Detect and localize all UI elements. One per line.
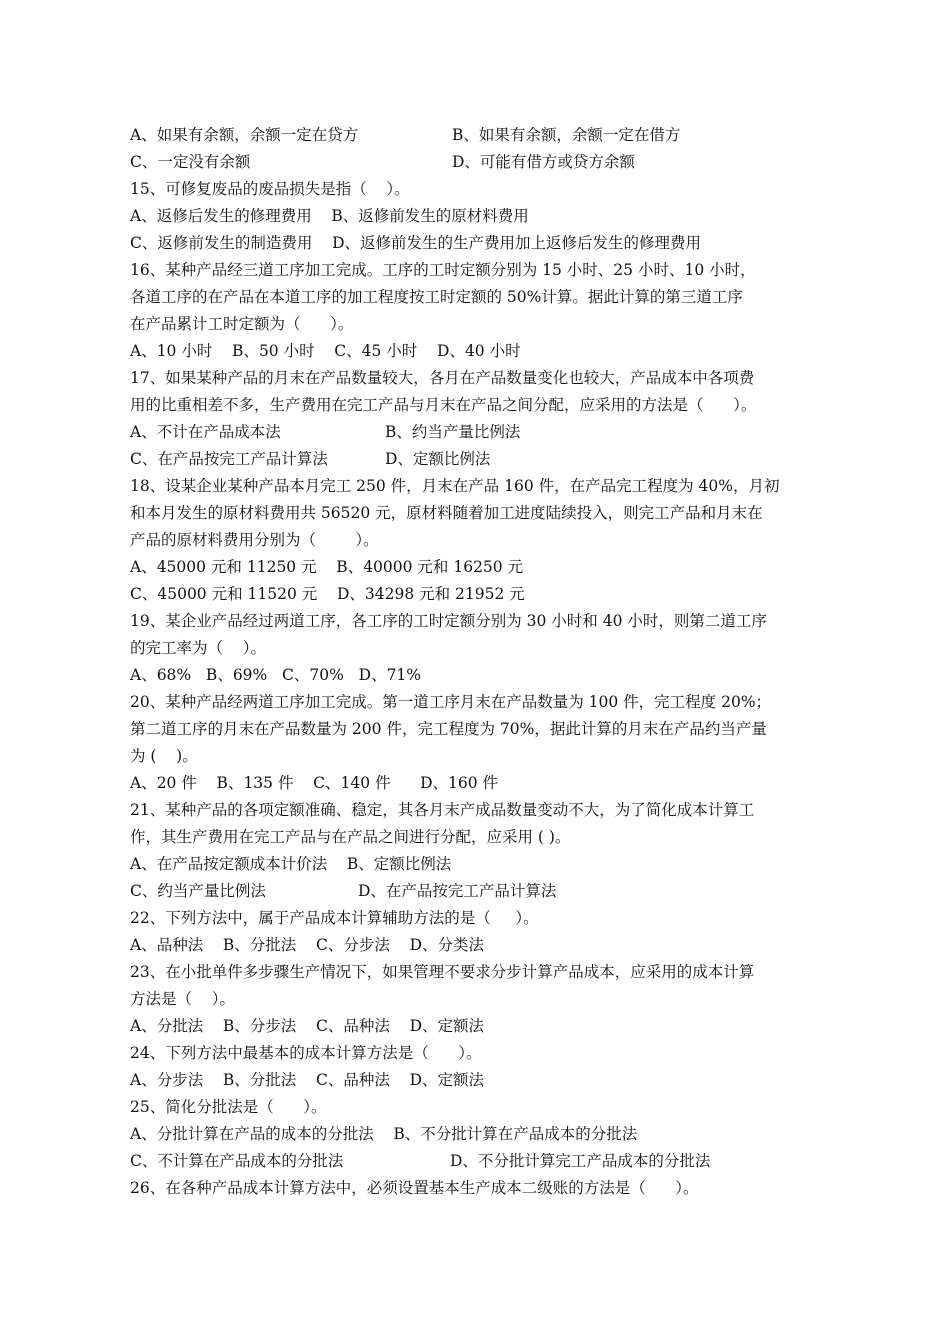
text-line: [130, 284, 810, 311]
line-text: A、分步法 B、分批法 C、品种法 D、定额法: [130, 1071, 484, 1089]
line-text: A、如果有余额，余额一定在贷方: [130, 126, 359, 144]
text-line: [130, 338, 810, 365]
text-line: [130, 797, 810, 824]
line-text: 16、某种产品经三道工序加工完成。工序的工时定额分别为 15 小时、25 小时、10 小时，: [130, 261, 756, 279]
line-text: C、返修前发生的制造费用 D、返修前发生的生产费用加上返修后发生的修理费用: [130, 234, 701, 252]
line-text: C、不计算在产品成本的分批法: [130, 1152, 344, 1170]
line-text: C、45000 元和 11520 元 D、34298 元和 21952 元: [130, 585, 525, 603]
text-line: [130, 365, 810, 392]
text-line: [130, 1094, 810, 1121]
line-text: 18、设某企业某种产品本月完工 250 件，月末在产品 160 件，在产品完工程度为 40%，月初: [130, 477, 780, 495]
line-text: 21、某种产品的各项定额准确、稳定，其各月末产成品数量变动不大，为了简化成本计算工: [130, 801, 755, 819]
line-text: 20、某种产品经两道工序加工完成。第一道工序月末在产品数量为 100 件，完工程度 20%；: [130, 693, 772, 711]
text-line: [130, 419, 810, 446]
line-text: 在产品累计工时定额为（ ）。: [130, 315, 354, 333]
text-line: [130, 662, 810, 689]
text-line: [130, 230, 810, 257]
text-line: [130, 527, 810, 554]
line-option-right: D、定额比例法: [385, 450, 491, 468]
text-line: [130, 851, 810, 878]
line-text: 用的比重相差不多，生产费用在完工产品与月末在产品之间分配，应采用的方法是（ ）。: [130, 396, 757, 414]
text-line: [130, 824, 810, 851]
text-line: [130, 581, 810, 608]
text-line: [130, 932, 810, 959]
line-text: A、不计在产品成本法: [130, 423, 281, 441]
line-text: 第二道工序的月末在产品数量为 200 件，完工程度为 70%，据此计算的月末在产品约当产量: [130, 720, 767, 738]
line-text: 为 ( )。: [130, 747, 198, 765]
line-text: C、在产品按完工产品计算法: [130, 450, 328, 468]
text-line: [130, 1148, 810, 1175]
line-text: 19、某企业产品经过两道工序，各工序的工时定额分别为 30 小时和 40 小时，则第二道工序: [130, 612, 767, 630]
line-text: 产品的原材料费用分别为（ ）。: [130, 531, 379, 549]
line-text: 26、在各种产品成本计算方法中，必须设置基本生产成本二级账的方法是（ ）。: [130, 1179, 699, 1197]
line-text: 的完工率为（ ）。: [130, 639, 266, 657]
text-line: [130, 770, 810, 797]
text-line: [130, 392, 810, 419]
text-line: [130, 500, 810, 527]
text-line: [130, 1067, 810, 1094]
document-body: [130, 122, 810, 1202]
line-text: C、一定没有余额: [130, 153, 251, 171]
text-line: [130, 122, 810, 149]
line-text: 15、可修复废品的废品损失是指（ ）。: [130, 180, 410, 198]
text-line: [130, 716, 810, 743]
text-line: [130, 689, 810, 716]
line-text: 25、简化分批法是（ ）。: [130, 1098, 327, 1116]
text-line: [130, 1040, 810, 1067]
text-line: [130, 1013, 810, 1040]
line-text: A、20 件 B、135 件 C、140 件 D、160 件: [130, 774, 499, 792]
text-line: [130, 554, 810, 581]
line-text: 17、如果某种产品的月末在产品数量较大，各月在产品数量变化也较大，产品成本中各项费: [130, 369, 755, 387]
text-line: [130, 176, 810, 203]
text-line: [130, 446, 810, 473]
text-line: [130, 743, 810, 770]
line-text: C、约当产量比例法: [130, 882, 266, 900]
text-lines: [130, 122, 810, 1202]
text-line: [130, 257, 810, 284]
line-option-right: D、不分批计算完工产品成本的分批法: [450, 1152, 711, 1170]
line-text: A、在产品按定额成本计价法 B、定额比例法: [130, 855, 452, 873]
text-line: [130, 905, 810, 932]
line-text: A、分批法 B、分步法 C、品种法 D、定额法: [130, 1017, 484, 1035]
line-text: 24、下列方法中最基本的成本计算方法是（ ）。: [130, 1044, 482, 1062]
line-text: 23、在小批单件多步骤生产情况下，如果管理不要求分步计算产品成本，应采用的成本计算: [130, 963, 755, 981]
line-option-right: D、在产品按完工产品计算法: [358, 882, 557, 900]
text-line: [130, 311, 810, 338]
text-line: [130, 473, 810, 500]
line-text: A、68% B、69% C、70% D、71%: [130, 666, 422, 684]
line-text: A、返修后发生的修理费用 B、返修前发生的原材料费用: [130, 207, 529, 225]
text-line: [130, 878, 810, 905]
line-text: A、分批计算在产品的成本的分批法 B、不分批计算在产品成本的分批法: [130, 1125, 638, 1143]
text-line: [130, 149, 810, 176]
line-option-right: D、可能有借方或贷方余额: [452, 153, 635, 171]
line-text: A、品种法 B、分批法 C、分步法 D、分类法: [130, 936, 484, 954]
line-text: A、45000 元和 11250 元 B、40000 元和 16250 元: [130, 558, 524, 576]
text-line: [130, 1175, 810, 1202]
line-text: 和本月发生的原材料费用共 56520 元，原材料随着加工进度陆续投入，则完工产品和月末在: [130, 504, 763, 522]
line-text: 作，其生产费用在完工产品与在产品之间进行分配，应采用 ( )。: [130, 828, 571, 846]
text-line: [130, 635, 810, 662]
line-text: 22、下列方法中，属于产品成本计算辅助方法的是（ ）。: [130, 909, 539, 927]
text-line: [130, 959, 810, 986]
line-option-right: B、约当产量比例法: [385, 423, 521, 441]
text-line: [130, 608, 810, 635]
line-option-right: B、如果有余额，余额一定在借方: [452, 126, 681, 144]
text-line: [130, 203, 810, 230]
text-line: [130, 1121, 810, 1148]
line-text: 方法是（ ）。: [130, 990, 235, 1008]
line-text: 各道工序的在产品在本道工序的加工程度按工时定额的 50%计算。据此计算的第三道工序: [130, 288, 743, 306]
text-line: [130, 986, 810, 1013]
line-text: A、10 小时 B、50 小时 C、45 小时 D、40 小时: [130, 342, 521, 360]
